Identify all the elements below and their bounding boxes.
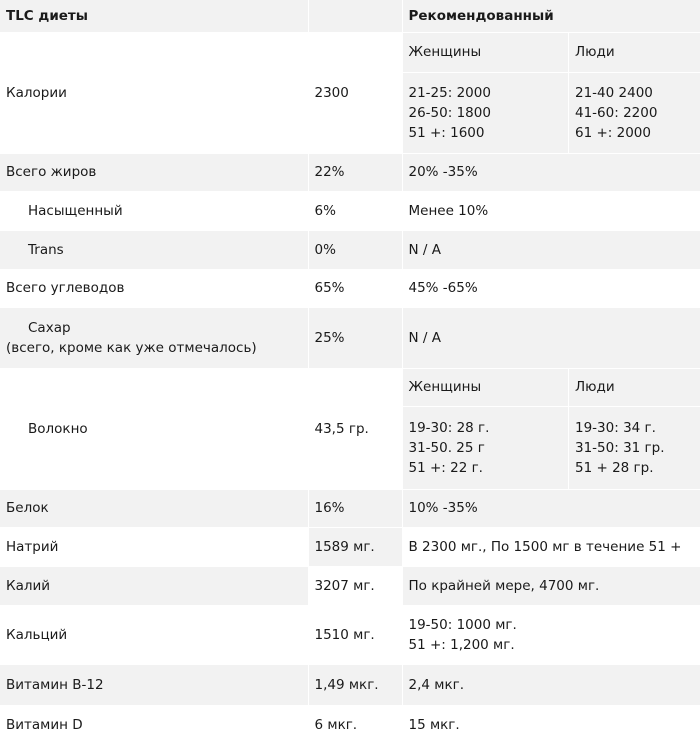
- fiber-men-3: 51 + 28 гр.: [575, 458, 700, 478]
- fat-recommended: 20% -35%: [402, 153, 700, 191]
- potassium-recommended: По крайней мере, 4700 мг.: [402, 566, 700, 605]
- b12-recommended: 2,4 мкг.: [402, 664, 700, 705]
- fiber-women-label: Женщины: [403, 369, 569, 407]
- row-sodium: [0, 527, 700, 566]
- row-saturated: [0, 191, 700, 230]
- calories-women-3: 51 +: 1600: [409, 123, 569, 143]
- calories-subtable: [403, 33, 700, 153]
- fiber-men-2: 31-50: 31 гр.: [575, 438, 700, 458]
- calories-women-1: 21-25: 2000: [409, 83, 569, 103]
- carbs-value: 65%: [308, 269, 402, 307]
- header-row: [0, 0, 700, 32]
- fiber-women-2: 31-50. 25 г: [409, 438, 569, 458]
- calcium-rec-1: 19-50: 1000 мг.: [409, 615, 700, 635]
- potassium-value: 3207 мг.: [308, 566, 402, 605]
- fiber-men-1: 19-30: 34 г.: [575, 418, 700, 438]
- calories-men-1: 21-40 2400: [575, 83, 700, 103]
- fiber-recommended: [402, 368, 700, 489]
- protein-value: 16%: [308, 489, 402, 527]
- potassium-label: Калий: [0, 566, 308, 605]
- sodium-recommended: В 2300 мг., По 1500 мг в течение 51 +: [402, 527, 700, 566]
- fiber-women-1: 19-30: 28 г.: [409, 418, 569, 438]
- calories-label: Калории: [0, 32, 308, 153]
- fiber-label: Волокно: [0, 368, 308, 489]
- header-empty: [308, 0, 402, 32]
- sugar-note: (всего, кроме как уже отмечалось): [6, 338, 308, 358]
- sugar-recommended: N / A: [402, 307, 700, 368]
- b12-label: Витамин B-12: [0, 664, 308, 705]
- saturated-recommended: Менее 10%: [402, 191, 700, 230]
- calories-men-values: [569, 73, 700, 153]
- calories-men-label: Люди: [569, 33, 700, 73]
- calcium-label: Кальций: [0, 605, 308, 664]
- row-fiber: [0, 368, 700, 489]
- sugar-label-cell: [0, 307, 308, 368]
- fiber-value: 43,5 гр.: [308, 368, 402, 489]
- sugar-value: 25%: [308, 307, 402, 368]
- trans-recommended: N / A: [402, 230, 700, 269]
- row-protein: [0, 489, 700, 527]
- row-vitamin-b12: [0, 664, 700, 705]
- fiber-subtable: [403, 369, 700, 489]
- row-total-fat: [0, 153, 700, 191]
- saturated-label: Насыщенный: [0, 191, 308, 230]
- row-calories: [0, 32, 700, 153]
- header-tlc-diet: TLC диеты: [0, 0, 308, 32]
- row-trans: [0, 230, 700, 269]
- calories-women-label: Женщины: [403, 33, 569, 73]
- fat-value: 22%: [308, 153, 402, 191]
- trans-label: Trans: [0, 230, 308, 269]
- fiber-women-values: [403, 407, 569, 489]
- sugar-label: Сахар: [6, 318, 308, 338]
- fiber-women-3: 51 +: 22 г.: [409, 458, 569, 478]
- row-vitamin-d: [0, 705, 700, 744]
- vitd-recommended: 15 мкг.: [402, 705, 700, 744]
- protein-recommended: 10% -35%: [402, 489, 700, 527]
- row-sugar: [0, 307, 700, 368]
- fiber-men-label: Люди: [569, 369, 700, 407]
- carbs-recommended: 45% -65%: [402, 269, 700, 307]
- calories-women-values: [403, 73, 569, 153]
- vitd-value: 6 мкг.: [308, 705, 402, 744]
- trans-value: 0%: [308, 230, 402, 269]
- row-potassium: [0, 566, 700, 605]
- calories-women-2: 26-50: 1800: [409, 103, 569, 123]
- calories-men-2: 41-60: 2200: [575, 103, 700, 123]
- row-total-carbs: [0, 269, 700, 307]
- sodium-label: Натрий: [0, 527, 308, 566]
- calcium-rec-2: 51 +: 1,200 мг.: [409, 635, 700, 655]
- calories-value: 2300: [308, 32, 402, 153]
- carbs-label: Всего углеводов: [0, 269, 308, 307]
- header-recommended: Рекомендованный: [402, 0, 700, 32]
- sodium-value: 1589 мг.: [308, 527, 402, 566]
- calories-men-3: 61 +: 2000: [575, 123, 700, 143]
- fat-label: Всего жиров: [0, 153, 308, 191]
- calories-recommended: [402, 32, 700, 153]
- b12-value: 1,49 мкг.: [308, 664, 402, 705]
- vitd-label: Витамин D: [0, 705, 308, 744]
- saturated-value: 6%: [308, 191, 402, 230]
- calcium-recommended: [402, 605, 700, 664]
- fiber-men-values: [569, 407, 700, 489]
- protein-label: Белок: [0, 489, 308, 527]
- calcium-value: 1510 мг.: [308, 605, 402, 664]
- row-calcium: [0, 605, 700, 664]
